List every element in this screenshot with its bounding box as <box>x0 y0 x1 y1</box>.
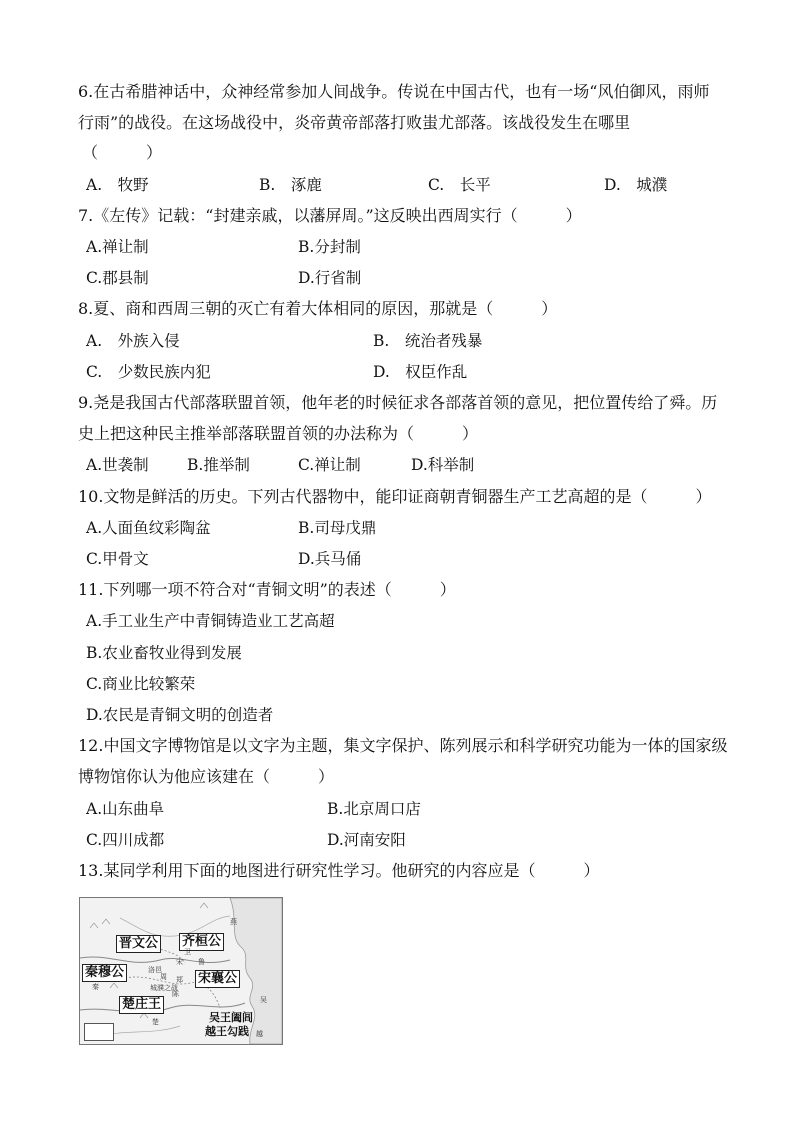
q12-option-b[interactable]: B.北京周口店 <box>327 800 421 818</box>
q8-option-a[interactable]: A. 外族入侵 <box>86 332 180 350</box>
map-small-chen: 陈 <box>172 990 179 998</box>
q10-stem: 10.文物是鲜活的历史。下列古代器物中，能印证商朝青铜器生产工艺高超的是（ ） <box>78 487 712 506</box>
q11-option-a[interactable]: A.手工业生产中青铜铸造业工艺高超 <box>86 612 335 630</box>
map-label-wu-wang-helu: 吴王阖闾 <box>209 1011 253 1024</box>
q11-stem: 11.下列哪一项不符合对“青铜文明”的表述（ ） <box>78 580 456 599</box>
map-label-qin-mu-gong: 秦穆公 <box>82 964 127 982</box>
q7-option-d[interactable]: D.行省制 <box>298 269 362 287</box>
q8-option-b[interactable]: B. 统治者残暴 <box>373 332 483 350</box>
q6-paren: （ ） <box>82 143 163 162</box>
q7-option-b[interactable]: B.分封制 <box>298 238 361 256</box>
map-small-chengpu: 城濮之战 <box>150 984 178 992</box>
map-small-yue: 越 <box>256 1030 263 1038</box>
q10-option-b[interactable]: B.司母戊鼎 <box>298 519 377 537</box>
q11-option-c[interactable]: C.商业比较繁荣 <box>86 675 196 693</box>
q11-option-d[interactable]: D.农民是青铜文明的创造者 <box>86 706 274 724</box>
q6-option-c[interactable]: C. 长平 <box>428 176 491 194</box>
q9-option-b[interactable]: B.推举制 <box>187 456 250 474</box>
map-small-zheng: 郑 <box>176 976 183 984</box>
map-small-luoyi: 洛邑 <box>148 966 162 974</box>
q8-option-d[interactable]: D. 权臣作乱 <box>373 363 468 381</box>
q10-option-d[interactable]: D.兵马俑 <box>298 550 362 568</box>
q6-option-d[interactable]: D. 城濮 <box>604 176 668 194</box>
q6-line1: 6.在古希腊神话中，众神经常参加人间战争。传说在中国古代，也有一场“风伯御风，雨师 <box>78 82 710 101</box>
q11-option-b[interactable]: B.农业畜牧业得到发展 <box>86 644 242 662</box>
map-small-qin: 秦 <box>92 983 99 991</box>
q9-option-d[interactable]: D.科举制 <box>411 456 475 474</box>
map-small-lu: 鲁 <box>198 958 205 966</box>
q7-stem: 7.《左传》记载：“封建亲戚，以藩屏周。”这反映出西周实行（ ） <box>78 206 582 225</box>
map-small-wei: 卫 <box>184 948 191 956</box>
spring-autumn-hegemons-map <box>79 897 283 1045</box>
map-label-yue-wang-goujian: 越王勾践 <box>205 1025 249 1038</box>
map-label-chu-zhuang-wang: 楚庄王 <box>119 996 164 1014</box>
map-legend <box>84 1023 114 1041</box>
q6-option-b[interactable]: B. 涿鹿 <box>259 176 322 194</box>
map-label-jin-wen-gong: 晋文公 <box>116 935 161 953</box>
q12-option-a[interactable]: A.山东曲阜 <box>86 800 165 818</box>
q12-option-c[interactable]: C.四川成都 <box>86 831 165 849</box>
q6-line2: 行雨”的战役。在这场战役中，炎帝黄帝部落打败蚩尤部落。该战役发生在哪里 <box>78 113 631 132</box>
q12-line1: 12.中国文字博物馆是以文字为主题，集文字保护、陈列展示和科学研究功能为一体的国家级 <box>78 736 728 755</box>
q10-option-c[interactable]: C.甲骨文 <box>86 550 149 568</box>
q9-line2: 史上把这种民主推举部落联盟首领的办法称为（ ） <box>78 424 479 443</box>
map-small-zhou: 周 <box>160 973 167 981</box>
q12-option-d[interactable]: D.河南安阳 <box>327 831 406 849</box>
map-small-yan: 燕 <box>230 918 237 926</box>
map-small-chu: 楚 <box>152 1018 159 1026</box>
map-label-song-xiang-gong: 宋襄公 <box>195 970 240 988</box>
q13-stem: 13.某同学利用下面的地图进行研究性学习。他研究的内容应是（ ） <box>78 861 600 880</box>
q7-option-c[interactable]: C.郡县制 <box>86 269 149 287</box>
q7-option-a[interactable]: A.禅让制 <box>86 238 149 256</box>
map-label-qi-huan-gong: 齐桓公 <box>179 933 224 951</box>
q12-line2: 博物馆你认为他应该建在（ ） <box>78 767 335 786</box>
map-small-song: 宋 <box>176 958 183 966</box>
q9-option-a[interactable]: A.世袭制 <box>86 456 149 474</box>
map-small-wu: 吴 <box>260 996 267 1004</box>
q10-option-a[interactable]: A.人面鱼纹彩陶盆 <box>86 519 211 537</box>
q8-option-c[interactable]: C. 少数民族内犯 <box>86 363 211 381</box>
q9-line1: 9.尧是我国古代部落联盟首领，他年老的时候征求各部落首领的意见，把位置传给了舜。历 <box>78 393 718 412</box>
q6-option-a[interactable]: A. 牧野 <box>86 176 149 194</box>
q8-stem: 8.夏、商和西周三朝的灭亡有着大体相同的原因，那就是（ ） <box>78 299 558 318</box>
q9-option-c[interactable]: C.禅让制 <box>298 456 361 474</box>
